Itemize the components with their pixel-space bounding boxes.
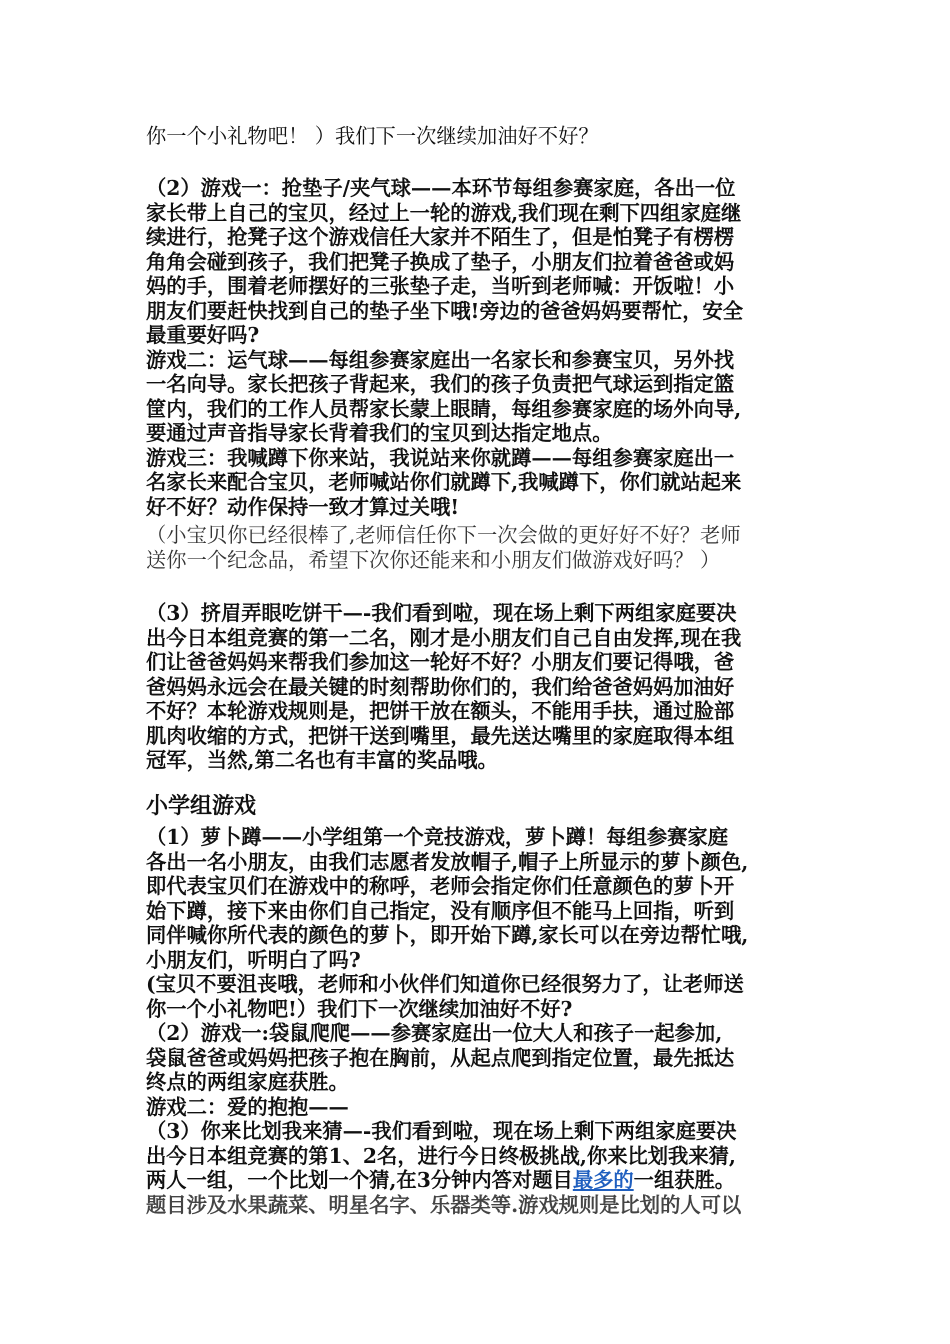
text-line: 朋友们要赶快找到自己的垫子坐下哦!旁边的爸爸妈妈要帮忙，安全: [146, 298, 744, 323]
text-line: （2）游戏一:袋鼠爬爬——参赛家庭出一位大人和孩子一起参加,: [146, 1021, 723, 1045]
paragraph-game-1: [146, 176, 826, 519]
paragraph-game-3: [146, 601, 826, 773]
text-line: 最重要好吗?: [146, 323, 260, 347]
text-line: 家长带上自己的宝贝，经过上一轮的游戏,我们现在剩下四组家庭继: [146, 200, 742, 225]
text-line: 一名向导。家长把孩子背起来，我们的孩子负责把气球运到指定篮: [146, 372, 735, 396]
text-line: 袋鼠爸爸或妈妈把孩子抱在胸前，从起点爬到指定位置，最先抵达: [146, 1045, 735, 1070]
text-line: 游戏二：运气球——每组参赛家庭出一名家长和参赛宝贝，另外找: [146, 347, 735, 372]
text-segment: 一组获胜。: [633, 1168, 736, 1192]
text-line: 终点的两组家庭获胜。: [146, 1070, 349, 1094]
text-line: 送你一个纪念品，希望下次你还能来和小朋友们做游戏好吗？ ）: [146, 547, 721, 572]
text-line: 同伴喊你所代表的颜色的萝卜，即开始下蹲,家长可以在旁边帮忙哦,: [146, 923, 749, 947]
paragraph-primary-games: [146, 825, 826, 1217]
text-line: （1）萝卜蹲——小学组第一个竞技游戏，萝卜蹲！每组参赛家庭: [146, 825, 728, 849]
text-line: 游戏三：我喊蹲下你来站，我说站来你就蹲——每组参赛家庭出一: [146, 445, 735, 470]
text-line: 即代表宝贝们在游戏中的称呼，老师会指定你们任意颜色的萝卜开: [146, 874, 735, 898]
text-line: 题目涉及水果蔬菜、明星名字、乐器类等.游戏规则是比划的人可以: [146, 1192, 742, 1217]
text-line: 不好？本轮游戏规则是，把饼干放在额头，不能用手扶，通过脸部: [146, 699, 735, 723]
text-line: 续进行，抢凳子这个游戏信任大家并不陌生了，但是怕凳子有楞楞: [146, 225, 735, 249]
text-line: 小朋友们，听明白了吗?: [146, 947, 361, 972]
text-line: 肌肉收缩的方式，把饼干送到嘴里，最先送达嘴里的家庭取得本组: [146, 723, 735, 748]
text-segment: 两人一组，一个比划一个猜,在3分钟内答对题目: [146, 1168, 573, 1192]
text-line: （2）游戏一：抢垫子/夹气球——本环节每组参赛家庭，各出一位: [146, 176, 736, 200]
text-line: 出今日本组竞赛的第1、2名，进行今日终极挑战,你来比划我来猜,: [146, 1143, 736, 1168]
text-line: 你一个小礼物吧！ ）我们下一次继续加油好不好？: [146, 124, 599, 148]
text-line: （3）你来比划我来猜—-我们看到啦，现在场上剩下两组家庭要决: [146, 1119, 737, 1143]
text-line: 冠军，当然,第二名也有丰富的奖品哦。: [146, 748, 498, 772]
paragraph-encouragement: [146, 523, 826, 572]
text-line: [146, 1168, 826, 1193]
section-heading: 小学组游戏: [146, 793, 257, 819]
text-line: 各出一名小朋友，由我们志愿者发放帽子,帽子上所显示的萝卜颜色,: [146, 849, 749, 874]
hyperlink[interactable]: 最多的: [572, 1168, 634, 1192]
text-line: 筐内，我们的工作人员帮家长蒙上眼睛，每组参赛家庭的场外向导,: [146, 396, 742, 421]
text-line: 名家长来配合宝贝，老师喊站你们就蹲下,我喊蹲下，你们就站起来: [146, 470, 742, 494]
paragraph-intro: [146, 124, 826, 149]
text-line: 爸妈妈永远会在最关键的时刻帮助你们的，我们给爸爸妈妈加油好: [146, 674, 735, 699]
text-line: 们让爸爸妈妈来帮我们参加这一轮好不好？小朋友们要记得哦，爸: [146, 650, 735, 674]
text-line: 始下蹲，接下来由你们自己指定，没有顺序但不能马上回指，听到: [146, 898, 735, 923]
text-line: 要通过声音指导家长背着我们的宝贝到达指定地点。: [146, 421, 613, 445]
text-line: 游戏二：爱的抱抱——: [146, 1094, 349, 1119]
text-line: （小宝贝你已经很棒了,老师信任你下一次会做的更好好不好？老师: [146, 523, 741, 547]
text-line: (宝贝不要沮丧哦，老师和小伙伴们知道你已经很努力了，让老师送: [146, 972, 744, 996]
text-line: 妈的手，围着老师摆好的三张垫子走，当听到老师喊：开饭啦！小: [146, 274, 735, 298]
text-line: （3）挤眉弄眼吃饼干—-我们看到啦，现在场上剩下两组家庭要决: [146, 601, 737, 625]
text-line: 角角会碰到孩子，我们把凳子换成了垫子，小朋友们拉着爸爸或妈: [146, 249, 735, 274]
text-line: 出今日本组竞赛的第一二名，刚才是小朋友们自己自由发挥,现在我: [146, 625, 742, 650]
text-line: 好不好？动作保持一致才算过关哦!: [146, 494, 460, 519]
text-line: 你一个小礼物吧!）我们下一次继续加油好不好?: [146, 996, 573, 1021]
